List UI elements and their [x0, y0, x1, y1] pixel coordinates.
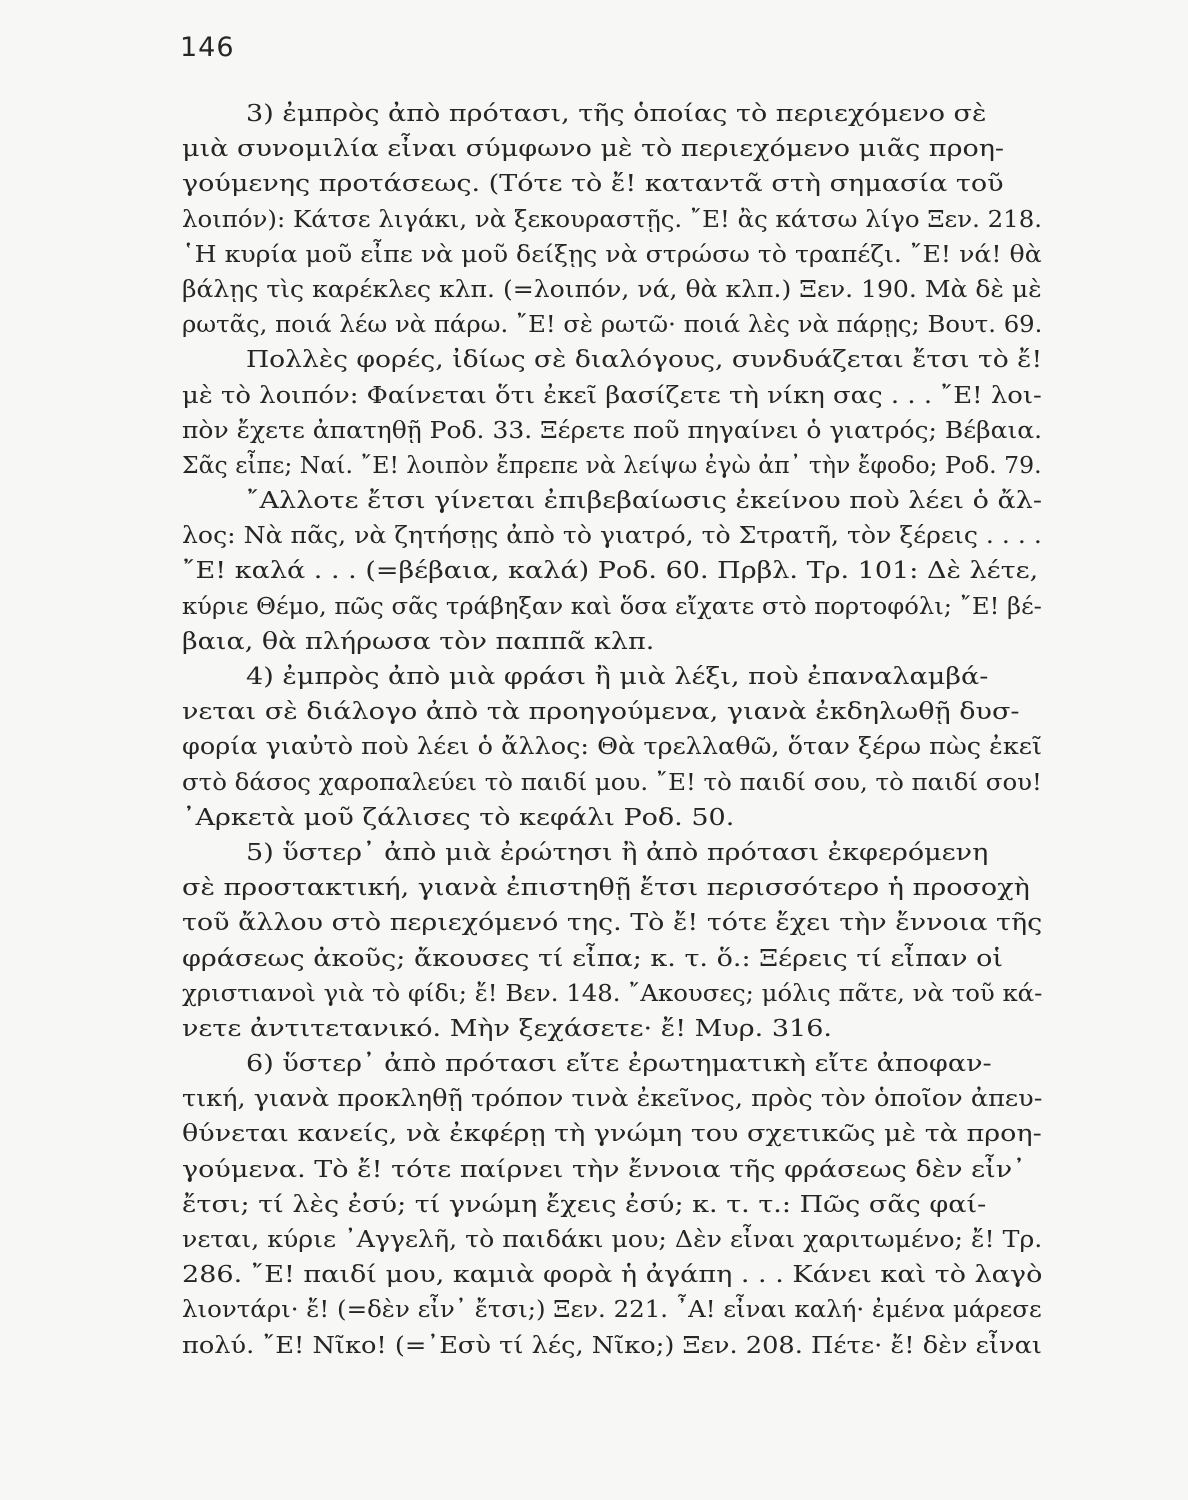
body-text	[182, 96, 1042, 1363]
text-line: λος: Νὰ πᾶς, νὰ ζητήσῃς ἀπὸ τὸ γιατρό, τὸ Στρατῆ, τὸν ξέρεις . . . .	[182, 521, 1042, 550]
text-line: λοιπόν): Κάτσε λιγάκι, νὰ ξεκουραστῇς. ῎Ε! ἂς κάτσω λίγο Ξεν. 218.	[182, 204, 1042, 233]
text-line: βαια, θὰ πλήρωσα τὸν παππᾶ κλπ.	[182, 626, 655, 655]
page-number: 146	[180, 32, 235, 63]
text-line: πὸν ἔχετε ἀπατηθῇ Ροδ. 33. Ξέρετε ποῦ πηγαίνει ὁ γιατρός; Βέβαια.	[182, 415, 1042, 444]
text-line: στὸ δάσος χαροπαλεύει τὸ παιδί μου. ῎Ε! τὸ παιδί σου, τὸ παιδί σου!	[182, 767, 1042, 796]
text-line: κύριε Θέμο, πῶς σᾶς τράβηξαν καὶ ὅσα εἴχατε στὸ πορτοφόλι; ῎Ε! βέ-	[182, 591, 1042, 620]
text-line: χριστιανοὶ γιὰ τὸ φίδι; ἔ! Βεν. 148. ῎Ακουσες; μόλις πᾶτε, νὰ τοῦ κά-	[182, 978, 1042, 1007]
text-line: ῎Αλλοτε ἔτσι γίνεται ἐπιβεβαίωσις ἐκείνου ποὺ λέει ὁ ἄλ-	[246, 486, 1042, 515]
text-line: τική, γιανὰ προκληθῇ τρόπον τινὰ ἐκεῖνος, πρὸς τὸν ὁποῖον ἀπευ-	[182, 1084, 1042, 1113]
text-line: γούμενης προτάσεως. (Τότε τὸ ἔ! καταντᾶ στὴ σημασία τοῦ	[182, 169, 1004, 198]
text-line: γούμενα. Τὸ ἔ! τότε παίρνει τὴν ἔννοια τῆς φράσεως δὲν εἶν᾽	[182, 1154, 1026, 1183]
text-line: Πολλὲς φορές, ἰδίως σὲ διαλόγους, συνδυάζεται ἔτσι τὸ ἔ!	[246, 345, 1042, 374]
text-line: 4) ἐμπρὸς ἀπὸ μιὰ φράσι ἢ μιὰ λέξι, ποὺ ἐπαναλαμβά-	[246, 662, 989, 690]
text-line: 3) ἐμπρὸς ἀπὸ πρότασι, τῆς ὁποίας τὸ περιεχόμενο σὲ	[246, 99, 987, 127]
text-line: ρωτᾶς, ποιά λέω νὰ πάρω. ῎Ε! σὲ ρωτῶ· ποιά λὲς νὰ πάρῃς; Βουτ. 69.	[182, 310, 1042, 339]
text-line: νεται, κύριε ᾿Αγγελῆ, τὸ παιδάκι μου; Δὲν εἶναι χαριτωμένο; ἔ! Τρ.	[182, 1225, 1042, 1253]
text-line: τοῦ ἄλλου στὸ περιεχόμενό της. Τὸ ἔ! τότε ἔχει τὴν ἔννοια τῆς	[182, 908, 1042, 937]
text-line: λιοντάρι· ἔ! (=δὲν εἶν᾽ ἔτσι;) Ξεν. 221. ῏Α! εἶναι καλή· ἐμένα μάρεσε	[182, 1295, 1042, 1324]
text-line: μὲ τὸ λοιπόν: Φαίνεται ὅτι ἐκεῖ βασίζετε τὴ νίκη σας . . . ῎Ε! λοι-	[182, 380, 1042, 409]
text-line: θύνεται κανείς, νὰ ἐκφέρῃ τὴ γνώμη του σχετικῶς μὲ τὰ προη-	[182, 1119, 1042, 1148]
text-line: 5) ὕστερ᾽ ἀπὸ μιὰ ἐρώτησι ἢ ἀπὸ πρότασι ἐκφερόμενη	[246, 837, 989, 866]
text-line: νεται σὲ διάλογο ἀπὸ τὰ προηγούμενα, γιανὰ ἐκδηλωθῇ δυσ-	[182, 697, 1020, 726]
text-line: μιὰ συνομιλία εἶναι σύμφωνο μὲ τὸ περιεχόμενο μιᾶς προη-	[182, 134, 1005, 163]
text-line: ῎Ε! καλά . . . (=βέβαια, καλά) Ροδ. 60. Πρβλ. Τρ. 101: Δὲ λέτε,	[182, 556, 1039, 585]
text-line: 286. ῎Ε! παιδί μου, καμιὰ φορὰ ἡ ἀγάπη . . . Κάνει καὶ τὸ λαγὸ	[182, 1260, 1042, 1289]
text-line: σὲ προστακτική, γιανὰ ἐπιστηθῇ ἔτσι περισσότερο ἡ προσοχὴ	[182, 873, 1030, 902]
text-line: νετε ἀντιτετανικό. Μὴν ξεχάσετε· ἔ! Μυρ. 316.	[182, 1013, 833, 1042]
text-line: πολύ. ῎Ε! Νῖκο! (=᾿Εσὺ τί λές, Νῖκο;) Ξεν. 208. Πέτε· ἔ! δὲν εἶναι	[182, 1330, 1042, 1359]
text-line: ἔτσι; τί λὲς ἐσύ; τί γνώμη ἔχεις ἐσύ; κ. τ. τ.: Πῶς σᾶς φαί-	[182, 1189, 987, 1218]
text-line: βάλῃς τὶς καρέκλες κλπ. (=λοιπόν, νά, θὰ κλπ.) Ξεν. 190. Μὰ δὲ μὲ	[182, 274, 1042, 303]
text-line: 6) ὕστερ᾽ ἀπὸ πρότασι εἴτε ἐρωτηματικὴ εἴτε ἀποφαν-	[246, 1049, 992, 1078]
text-line: Σᾶς εἶπε; Ναί. ῎Ε! λοιπὸν ἔπρεπε νὰ λείψω ἐγὼ ἀπ᾽ τὴν ἔφοδο; Ροδ. 79.	[182, 450, 1042, 479]
text-line: ᾿Αρκετὰ μοῦ ζάλισες τὸ κεφάλι Ροδ. 50.	[182, 802, 735, 831]
text-line: φράσεως ἀκοῦς; ἄκουσες τί εἶπα; κ. τ. ὅ.: Ξέρεις τί εἶπαν οἱ	[182, 943, 1004, 972]
text-line: φορία γιαὐτὸ ποὺ λέει ὁ ἄλλος: Θὰ τρελλαθῶ, ὅταν ξέρω πὼς ἐκεῖ	[182, 732, 1042, 761]
text-line: ῾Η κυρία μοῦ εἶπε νὰ μοῦ δείξῃς νὰ στρώσω τὸ τραπέζι. ῎Ε! νά! θὰ	[182, 239, 1042, 268]
